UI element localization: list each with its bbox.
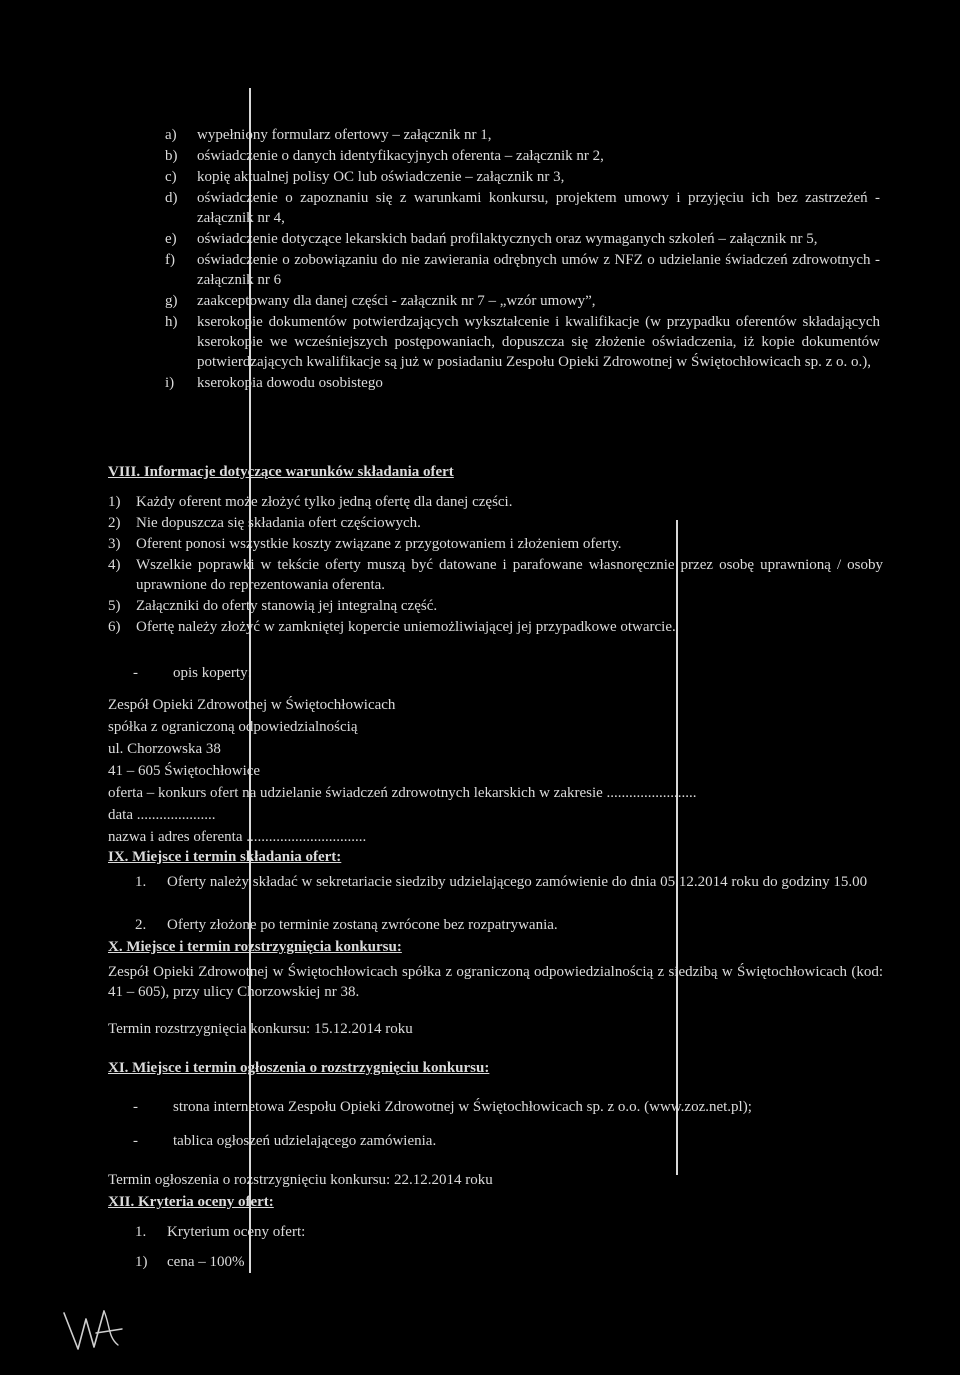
- section-11-heading: XI. Miejsce i termin ogłoszenia o rozstrzygnięciu konkursu:: [108, 1060, 490, 1076]
- list-item: b) oświadczenie o danych identyfikacyjnych oferenta – załącznik nr 2,: [165, 148, 604, 164]
- list-item: h) kserokopie dokumentów potwierdzających wykształcenie i kwalifikacje (w przypadku oferentów składających kserokopie we wcześniejszych postępowaniach, dopuszcza się złożenie oświadczenia, iż kopie dokumentów potwierdzających kwalifikacje są już w posiadaniu Zespołu Opieki Zdrowotnej w Świętochłowicach sp. z o. o.),: [165, 314, 880, 370]
- section-8-list: [108, 492, 883, 638]
- envelope-line: 41 – 605 Świętochłowice: [108, 763, 261, 779]
- section-12-heading: XII. Kryteria oceny ofert:: [108, 1194, 274, 1210]
- envelope-bullet: - opis koperty:: [133, 665, 252, 681]
- section-11-date: Termin ogłoszenia o rozstrzygnięciu konkursu: 22.12.2014 roku: [108, 1172, 493, 1188]
- list-item: f) oświadczenie o zobowiązaniu do nie zawierania odrębnych umów z NFZ o udzielanie świadczeń zdrowotnych - załącznik nr 6: [165, 252, 880, 288]
- list-item: i) kserokopia dowodu osobistego: [165, 375, 383, 391]
- section-9-heading: IX. Miejsce i termin składania ofert:: [108, 849, 342, 865]
- list-item: 6) Ofertę należy złożyć w zamkniętej kopercie uniemożliwiającej jej przypadkowe otwarcie.: [108, 619, 676, 635]
- section-11-bullet: - tablica ogłoszeń udzielającego zamówienia.: [133, 1133, 437, 1149]
- section-11-bullet: - strona internetowa Zespołu Opieki Zdrowotnej w Świętochłowicach sp. z o.o. (www.zoz.net.pl);: [133, 1099, 752, 1115]
- section-9-item: 2. Oferty złożone po terminie zostaną zwrócone bez rozpatrywania.: [135, 917, 558, 933]
- list-item: d) oświadczenie o zapoznaniu się z warunkami konkursu, projektem umowy i przyjęciu ich bez zastrzeżeń - załącznik nr 4,: [165, 190, 880, 226]
- section-12-subitem: 1) cena – 100%: [135, 1254, 245, 1270]
- envelope-line: oferta – konkurs ofert na udzielanie świadczeń zdrowotnych lekarskich w zakresie ........................: [108, 785, 697, 801]
- list-item: c) kopię aktualnej polisy OC lub oświadczenie – załącznik nr 3,: [165, 169, 565, 185]
- section-10-paragraph: Zespół Opieki Zdrowotnej w Świętochłowicach spółka z ograniczoną odpowiedzialnością z siedzibą w Świętochłowicach (kod: 41 – 605), przy ulicy Chorzowskiej nr 38.: [108, 964, 883, 1000]
- list-item: 3) Oferent ponosi wszystkie koszty związane z przygotowaniem i złożeniem oferty.: [108, 536, 622, 552]
- list-item: 1) Każdy oferent może złożyć tylko jedną ofertę dla danej części.: [108, 494, 513, 510]
- list-item: e) oświadczenie dotyczące lekarskich badań profilaktycznych oraz wymaganych szkoleń – załącznik nr 5,: [165, 231, 818, 247]
- section-10-heading: X. Miejsce i termin rozstrzygnięcia konkursu:: [108, 939, 402, 955]
- envelope-line: ul. Chorzowska 38: [108, 741, 221, 757]
- section-10-date: Termin rozstrzygnięcia konkursu: 15.12.2014 roku: [108, 1021, 413, 1037]
- section-12-item: 1. Kryterium oceny ofert:: [135, 1224, 306, 1240]
- section-9-item: 1. Oferty należy składać w sekretariacie siedziby udzielającego zamówienie do dnia 05.12.2014 roku do godziny 15.00: [135, 874, 868, 890]
- section-8-heading: VIII. Informacje dotyczące warunków składania ofert: [108, 464, 454, 480]
- envelope-line: nazwa i adres oferenta ................................: [108, 829, 367, 845]
- envelope-line: data .....................: [108, 807, 216, 823]
- envelope-line: spółka z ograniczoną odpowiedzialnością: [108, 719, 358, 735]
- list-item: 4) Wszelkie poprawki w tekście oferty muszą być datowane i parafowane własnoręcznie przez osobę uprawnioną / osoby uprawnione do reprezentowania oferenta.: [108, 557, 883, 593]
- list-item: a) wypełniony formularz ofertowy – załącznik nr 1,: [165, 127, 492, 143]
- list-item: 2) Nie dopuszcza się składania ofert częściowych.: [108, 515, 421, 531]
- envelope-line: Zespół Opieki Zdrowotnej w Świętochłowicach: [108, 697, 396, 713]
- list-item: g) zaakceptowany dla danej części - załącznik nr 7 – „wzór umowy”,: [165, 293, 596, 309]
- list-item: 5) Załączniki do oferty stanowią jej integralną część.: [108, 598, 438, 614]
- handwritten-signature: [60, 1305, 130, 1355]
- attachments-list: [165, 125, 880, 394]
